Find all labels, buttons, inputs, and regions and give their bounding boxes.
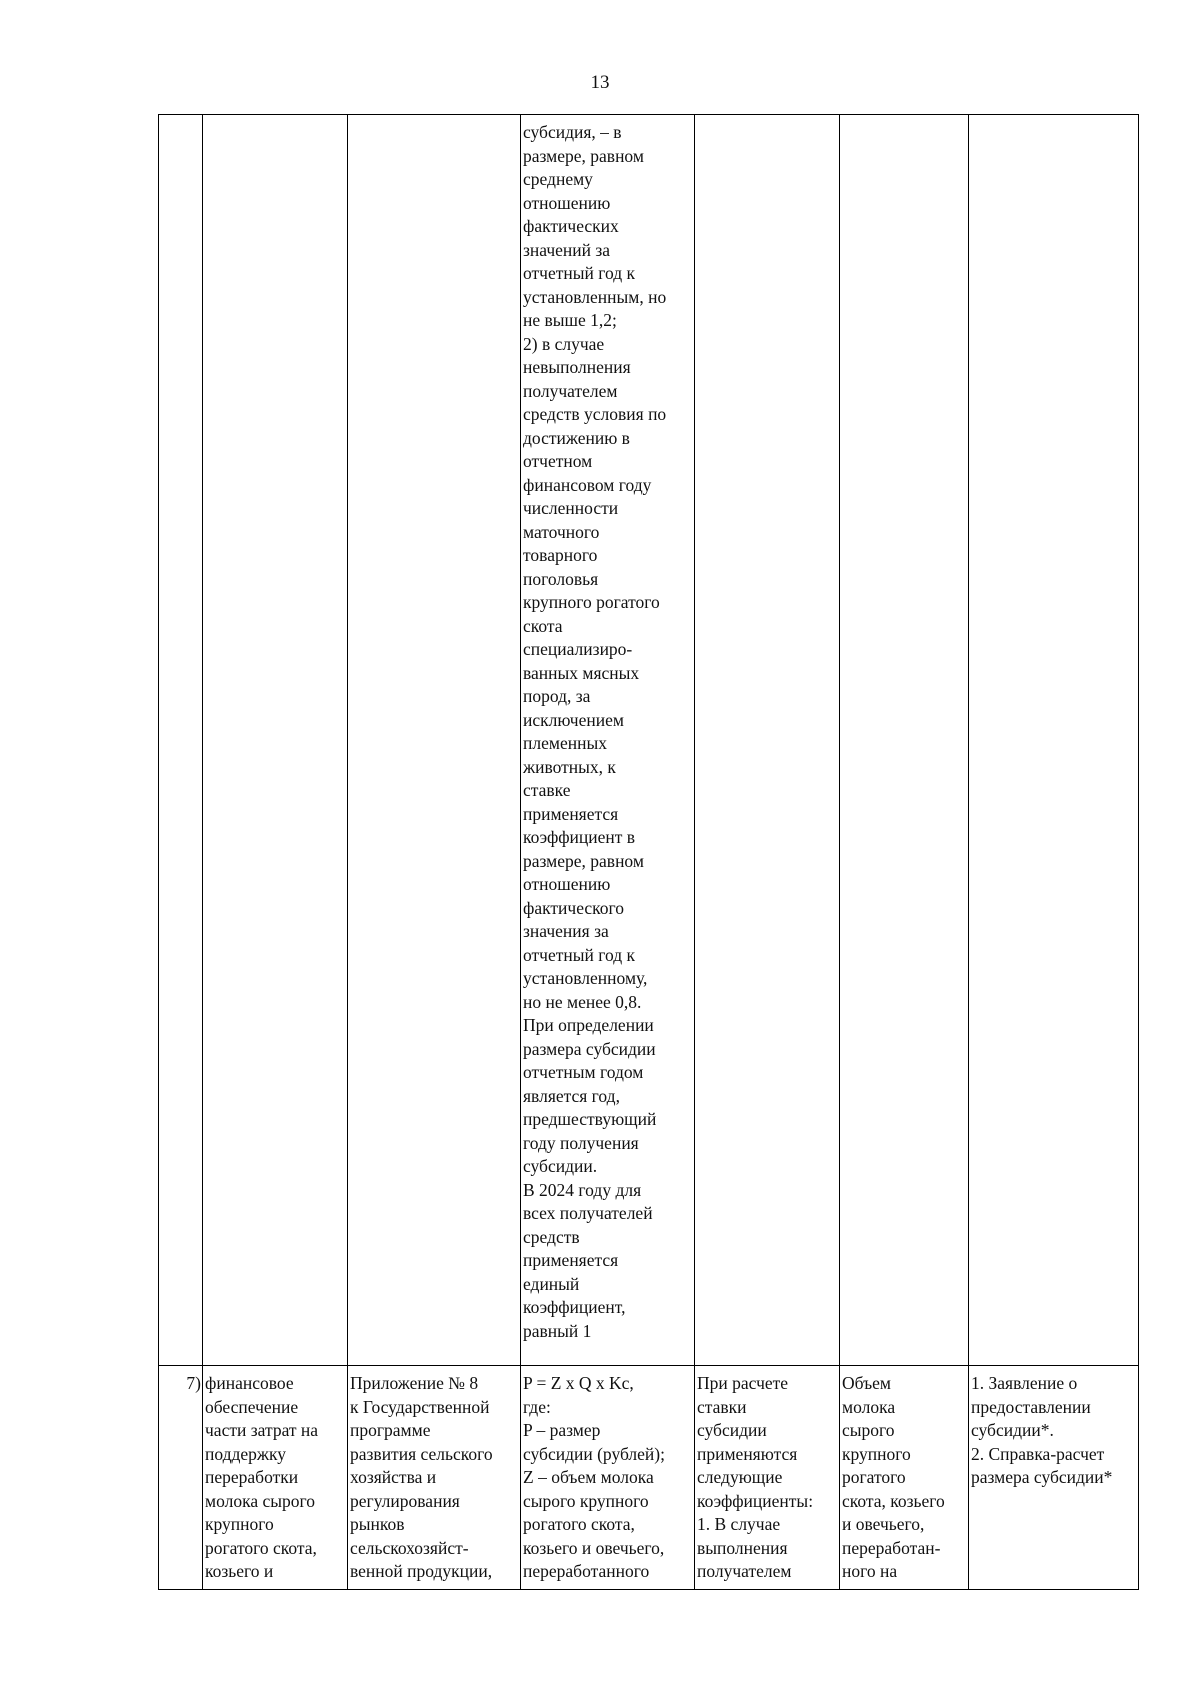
- table-row: [159, 115, 1139, 1366]
- volume-cell: [840, 115, 969, 1366]
- volume-cell: Объем молока сырого крупного рогатого скота, козьего и овечьего, переработан- ного на: [840, 1366, 969, 1590]
- purpose-cell: [203, 115, 348, 1366]
- legal-basis-cell: Приложение № 8 к Государственной программе развития сельского хозяйства и регулирования рынков сельскохозяйст- венной продукции,: [348, 1366, 521, 1590]
- rate-coefficients-cell: [695, 115, 840, 1366]
- row-number-cell: [159, 115, 203, 1366]
- subsidy-table: [158, 114, 1139, 1590]
- rate-coefficients-cell: При расчете ставки субсидии применяются следующие коэффициенты: 1. В случае выполнения получателем: [695, 1366, 840, 1590]
- documents-cell: 1. Заявление о предоставлении субсидии*. 2. Справка-расчет размера субсидии*: [969, 1366, 1139, 1590]
- purpose-cell: финансовое обеспечение части затрат на поддержку переработки молока сырого крупного рогатого скота, козьего и: [203, 1366, 348, 1590]
- documents-cell: [969, 115, 1139, 1366]
- page-number: 13: [590, 72, 610, 93]
- table-row: [159, 1366, 1139, 1590]
- calculation-cell: субсидия, – в размере, равном среднему отношению фактических значений за отчетный год к установленным, но не выше 1,2; 2) в случае невыполнения получателем средств условия по достижению в отчетном финансовом году численности маточного товарного поголовья крупного рогатого скота специализиро- ванных мясных пород, за исключением племенных животных, к ставке применяется коэффициент в размере, равном отношению фактического значения за отчетный год к установленному, но не менее 0,8. При определении размера субсидии отчетным годом является год, предшествующий году получения субсидии. В 2024 году для всех получателей средств применяется единый коэффициент, равный 1: [521, 115, 695, 1366]
- calculation-cell: P = Z x Q x Kc, где: P – размер субсидии (рублей); Z – объем молока сырого крупного рогатого скота, козьего и овечьего, переработанного: [521, 1366, 695, 1590]
- row-number-cell: 7): [159, 1366, 203, 1590]
- legal-basis-cell: [348, 115, 521, 1366]
